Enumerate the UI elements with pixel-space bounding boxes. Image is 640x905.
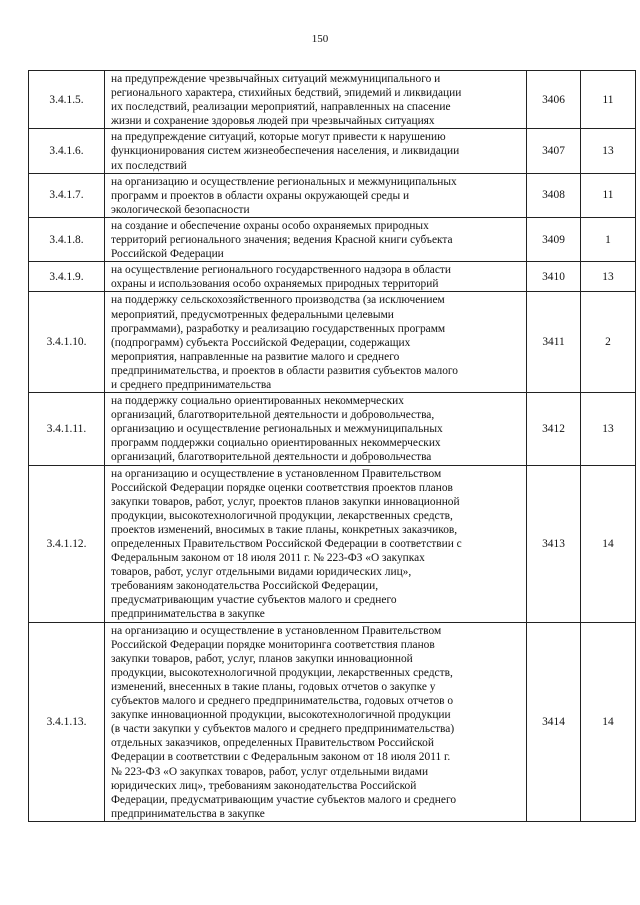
description-line: отдельных заказчиков, определенных Правительством Российской	[111, 737, 434, 750]
description-line: закупки товаров, работ, услуг, проектов планов закупки инновационной	[111, 495, 460, 508]
description-line: на поддержку социально ориентированных некоммерческих	[111, 395, 404, 408]
description-line: продукции, высокотехнологичной продукции, лекарственных средств,	[111, 509, 453, 522]
description-line: мероприятий, предусмотренных федеральными целевыми	[111, 308, 394, 321]
line-code: 3411	[527, 292, 581, 393]
description-line: на организацию и осуществление в установленном Правительством	[111, 624, 442, 637]
item-description	[105, 262, 527, 292]
description-line: Федерации, предусматривающим участие субъектов малого и среднего	[111, 793, 457, 806]
item-number: 3.4.1.10.	[29, 292, 105, 393]
count-value: 11	[581, 173, 636, 217]
description-line: изменений, внесенных в такие планы, годовых отчетов о закупке у	[111, 680, 436, 693]
table-row	[29, 71, 636, 129]
item-number: 3.4.1.12.	[29, 465, 105, 622]
description-line: Российской Федерации	[111, 248, 224, 261]
line-code: 3413	[527, 465, 581, 622]
description-line: определенных Правительством Российской Федерации в соответствии с	[111, 538, 462, 550]
description-line: № 223-ФЗ «О закупках товаров, работ, услуг отдельными видами	[111, 765, 429, 778]
description-line: предусматривающим участие субъектов малого и среднего	[111, 594, 397, 607]
description-line: товаров, работ, услуг отдельными видами юридических лиц»,	[111, 566, 412, 579]
table-row	[29, 292, 636, 393]
budget-codes-table	[28, 70, 636, 822]
description-line: регионального характера, стихийных бедствий, эпидемий и ликвидации	[111, 87, 462, 100]
item-number: 3.4.1.7.	[29, 173, 105, 217]
description-line: субъектов малого и среднего предпринимательства, годовых отчетов о	[111, 695, 454, 708]
item-number: 3.4.1.8.	[29, 217, 105, 261]
description-line: организаций, благотворительной деятельности и добровольчества	[111, 451, 432, 464]
description-line: на предупреждение ситуаций, которые могут привести к нарушению	[111, 131, 446, 144]
count-value: 2	[581, 292, 636, 393]
description-line: Российской Федерации порядке мониторинга соответствия планов	[111, 638, 435, 651]
table-row	[29, 465, 636, 622]
count-value: 13	[581, 262, 636, 292]
table-row	[29, 393, 636, 465]
line-code: 3410	[527, 262, 581, 292]
description-line: предпринимательства в закупке	[111, 807, 265, 820]
description-line: предпринимательства в закупке	[111, 608, 265, 621]
description-line: на создание и обеспечение охраны особо охраняемых природных	[111, 219, 429, 232]
description-line: программ поддержки социально ориентированных некоммерческих	[111, 437, 441, 450]
item-description	[105, 129, 527, 173]
item-number: 3.4.1.9.	[29, 262, 105, 292]
line-code: 3412	[527, 393, 581, 465]
item-description	[105, 173, 527, 217]
description-line: и среднего предпринимательства	[111, 378, 272, 391]
count-value: 14	[581, 465, 636, 622]
description-line: на организацию и осуществление региональных и межмуниципальных	[111, 175, 457, 188]
line-code: 3414	[527, 622, 581, 821]
table-row	[29, 129, 636, 173]
page-number: 150	[311, 33, 329, 45]
description-line: на предупреждение чрезвычайных ситуаций межмуниципального и	[111, 73, 441, 85]
description-line: функционирования систем жизнеобеспечения населения, и ликвидации	[111, 145, 460, 158]
description-line: предпринимательства, и проектов в области развития субъектов малого	[111, 364, 458, 377]
description-line: программ и проектов в области охраны окружающей среды и	[111, 189, 410, 202]
description-line: территорий регионального значения; ведения Красной книги субъекта	[111, 234, 453, 247]
description-line: закупки товаров, работ, услуг, планов закупки инновационной	[111, 652, 413, 665]
item-number: 3.4.1.13.	[29, 622, 105, 821]
item-description	[105, 292, 527, 393]
description-line: (подпрограмм) субъекта Российской Федерации, содержащих	[111, 336, 411, 349]
description-line: организаций, благотворительной деятельности и добровольчества,	[111, 409, 435, 422]
description-line: юридических лиц», требованиям законодательства Российской	[111, 779, 417, 792]
description-line: жизни и сохранение здоровья людей при чрезвычайных ситуациях	[111, 115, 435, 128]
description-line: проектов изменений, вносимых в такие планы, конкретных заказчиков,	[111, 523, 458, 536]
count-value: 11	[581, 71, 636, 129]
description-line: Федерации в соответствии с Федеральным законом от 18 июля 2011 г.	[111, 751, 451, 764]
item-description	[105, 393, 527, 465]
line-code: 3406	[527, 71, 581, 129]
table-row	[29, 262, 636, 292]
description-line: охраны и использования особо охраняемых природных территорий	[111, 278, 439, 291]
description-line: программами), разработку и реализацию государственных программ	[111, 322, 446, 335]
description-line: на организацию и осуществление в установленном Правительством	[111, 467, 442, 480]
table-row	[29, 173, 636, 217]
description-line: Федеральным законом от 18 июля 2011 г. № 223-ФЗ «О закупках	[111, 552, 425, 565]
item-number: 3.4.1.6.	[29, 129, 105, 173]
description-line: требованиям законодательства Российской Федерации,	[111, 580, 379, 593]
table-row	[29, 622, 636, 821]
table-body	[29, 71, 636, 822]
description-line: мероприятия, направленные на развитие малого и среднего	[111, 350, 400, 363]
line-code: 3408	[527, 173, 581, 217]
line-code: 3407	[527, 129, 581, 173]
count-value: 1	[581, 217, 636, 261]
description-line: их последствий, реализации мероприятий, направленных на спасение	[111, 101, 451, 114]
count-value: 13	[581, 393, 636, 465]
description-line: на осуществление регионального государственного надзора в области	[111, 264, 451, 277]
item-number: 3.4.1.5.	[29, 71, 105, 129]
item-description	[105, 465, 527, 622]
description-line: их последствий	[111, 159, 187, 172]
table-row	[29, 217, 636, 261]
item-number: 3.4.1.11.	[29, 393, 105, 465]
item-description	[105, 622, 527, 821]
description-line: продукции, высокотехнологичной продукции, лекарственных средств,	[111, 666, 453, 679]
description-line: Российской Федерации порядке оценки соответствия проектов планов	[111, 481, 453, 494]
description-line: (в части закупки у субъектов малого и среднего предпринимательства)	[111, 723, 455, 736]
line-code: 3409	[527, 217, 581, 261]
count-value: 13	[581, 129, 636, 173]
description-line: организацию и осуществление региональных и межмуниципальных	[111, 423, 443, 436]
description-line: экологической безопасности	[111, 203, 250, 216]
count-value: 14	[581, 622, 636, 821]
item-description	[105, 217, 527, 261]
description-line: на поддержку сельскохозяйственного производства (за исключением	[111, 294, 445, 307]
description-line: закупке инновационной продукции, высокотехнологичной продукции	[111, 709, 451, 722]
item-description	[105, 71, 527, 129]
